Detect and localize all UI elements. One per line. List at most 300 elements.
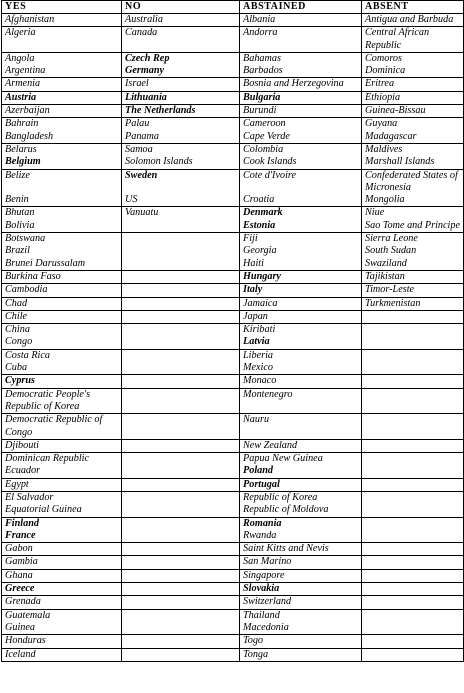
cell-no — [122, 478, 240, 491]
table-row — [2, 27, 464, 53]
cell-absent — [362, 207, 464, 233]
cell-no — [122, 52, 240, 78]
country-name: Honduras — [5, 635, 46, 647]
country-name: Sierra Leone — [365, 233, 418, 245]
country-name: Romania — [243, 517, 282, 529]
country-name: Antigua and Barbuda — [365, 14, 454, 25]
country-name: Botswana — [5, 233, 46, 245]
country-name: Armenia — [5, 78, 41, 90]
cell-abstained — [240, 78, 362, 91]
country-name: Maldives — [365, 143, 403, 155]
country-name: Andorra — [243, 27, 278, 39]
country-name: Montenegro — [243, 388, 293, 400]
country-name: Samoa — [125, 143, 153, 155]
cell-no — [122, 517, 240, 543]
cell-no — [122, 543, 240, 556]
country-name: Burundi — [243, 105, 277, 117]
table-row — [2, 439, 464, 452]
cell-abstained — [240, 491, 362, 517]
country-name: El Salvador — [5, 491, 54, 503]
header-absent: ABSENT — [362, 1, 464, 14]
country-name: Cyprus — [5, 375, 36, 387]
cell-abstained — [240, 543, 362, 556]
country-name: Lithuania — [125, 91, 167, 103]
cell-yes — [2, 648, 122, 661]
cell-yes — [2, 324, 122, 350]
cell-no — [122, 105, 240, 118]
country-name: Chile — [5, 310, 28, 322]
cell-absent — [362, 270, 464, 283]
cell-yes — [2, 284, 122, 297]
country-name: Panama — [125, 130, 159, 142]
cell-no — [122, 414, 240, 440]
table-row — [2, 310, 464, 323]
cell-yes — [2, 207, 122, 233]
cell-yes — [2, 569, 122, 582]
table-row — [2, 349, 464, 375]
table-row — [2, 52, 464, 78]
country-name: Togo — [243, 635, 264, 647]
cell-abstained — [240, 207, 362, 233]
cell-abstained — [240, 648, 362, 661]
country-name: Canada — [125, 27, 158, 39]
country-name: Belize — [5, 169, 30, 181]
cell-no — [122, 635, 240, 648]
country-name: Georgia — [243, 245, 277, 257]
country-name: Portugal — [243, 478, 280, 490]
cell-no — [122, 324, 240, 350]
country-name: Italy — [243, 284, 263, 296]
country-name: Djibouti — [5, 439, 39, 451]
country-name: Sao Tome and Principe — [365, 219, 460, 231]
country-name: Hungary — [243, 270, 281, 282]
country-name: China — [5, 324, 30, 336]
cell-abstained — [240, 27, 362, 53]
table-row — [2, 583, 464, 596]
cell-yes — [2, 297, 122, 310]
cell-absent — [362, 52, 464, 78]
cell-abstained — [240, 297, 362, 310]
country-name: Gabon — [5, 543, 33, 555]
table-row — [2, 297, 464, 310]
country-name: Israel — [125, 78, 149, 90]
country-name: Algeria — [5, 27, 36, 39]
cell-abstained — [240, 635, 362, 648]
table-row — [2, 543, 464, 556]
cell-no — [122, 609, 240, 635]
country-name: Latvia — [243, 336, 270, 348]
country-name: Confederated States of Micronesia — [365, 169, 458, 193]
cell-abstained — [240, 349, 362, 375]
country-name: Chad — [5, 297, 28, 309]
table-row — [2, 478, 464, 491]
country-name: Marshall Islands — [365, 156, 435, 168]
cell-abstained — [240, 91, 362, 104]
country-name: Ghana — [5, 569, 33, 581]
country-name: Mongolia — [365, 194, 405, 206]
country-name: Finland — [5, 517, 39, 529]
cell-yes — [2, 349, 122, 375]
cell-absent — [362, 78, 464, 91]
cell-yes — [2, 556, 122, 569]
cell-no — [122, 648, 240, 661]
country-name: Congo — [5, 336, 33, 348]
cell-yes — [2, 270, 122, 283]
country-name: Gambia — [5, 556, 38, 568]
vote-table-body — [2, 14, 464, 662]
cell-absent — [362, 375, 464, 388]
country-name: Slovakia — [243, 583, 280, 595]
country-name: Equatorial Guinea — [5, 504, 82, 516]
table-row — [2, 635, 464, 648]
cell-absent — [362, 169, 464, 207]
cell-yes — [2, 91, 122, 104]
cell-no — [122, 118, 240, 144]
cell-yes — [2, 105, 122, 118]
table-row — [2, 233, 464, 271]
country-name: Nauru — [243, 414, 270, 426]
country-name: Jamaica — [243, 297, 278, 309]
cell-yes — [2, 583, 122, 596]
country-name: Barbados — [243, 65, 283, 77]
country-name: Turkmenistan — [365, 297, 421, 309]
cell-absent — [362, 324, 464, 350]
country-name: Singapore — [243, 569, 285, 581]
country-name: Iceland — [5, 648, 36, 660]
cell-absent — [362, 105, 464, 118]
cell-no — [122, 169, 240, 207]
country-name: Dominica — [365, 65, 406, 77]
cell-no — [122, 78, 240, 91]
header-row — [2, 1, 464, 14]
country-name: Colombia — [243, 143, 284, 155]
cell-absent — [362, 543, 464, 556]
cell-no — [122, 297, 240, 310]
cell-absent — [362, 233, 464, 271]
country-name: Burkina Faso — [5, 270, 61, 282]
table-row — [2, 414, 464, 440]
cell-abstained — [240, 569, 362, 582]
country-name: Germany — [125, 65, 165, 77]
cell-abstained — [240, 609, 362, 635]
cell-absent — [362, 388, 464, 414]
table-row — [2, 517, 464, 543]
line-spacer — [243, 182, 358, 194]
country-name: Madagascar — [365, 130, 417, 142]
cell-abstained — [240, 478, 362, 491]
cell-abstained — [240, 324, 362, 350]
cell-no — [122, 556, 240, 569]
cell-yes — [2, 635, 122, 648]
country-name: Afghanistan — [5, 14, 55, 25]
cell-absent — [362, 297, 464, 310]
country-name: Cook Islands — [243, 156, 297, 168]
country-name: US — [125, 194, 138, 206]
table-row — [2, 78, 464, 91]
cell-absent — [362, 349, 464, 375]
table-row — [2, 569, 464, 582]
cell-yes — [2, 375, 122, 388]
country-name: Cuba — [5, 362, 28, 374]
cell-abstained — [240, 284, 362, 297]
country-name: Argentina — [5, 65, 46, 77]
cell-no — [122, 284, 240, 297]
cell-yes — [2, 14, 122, 27]
header-abstained: ABSTAINED — [240, 1, 362, 14]
country-name: Democratic Republic of Congo — [5, 414, 103, 438]
cell-absent — [362, 310, 464, 323]
cell-yes — [2, 478, 122, 491]
cell-no — [122, 233, 240, 271]
country-name: Bulgaria — [243, 91, 281, 103]
cell-absent — [362, 517, 464, 543]
cell-no — [122, 491, 240, 517]
cell-absent — [362, 453, 464, 479]
cell-no — [122, 596, 240, 609]
country-name: Grenada — [5, 596, 41, 608]
cell-no — [122, 270, 240, 283]
cell-yes — [2, 609, 122, 635]
cell-abstained — [240, 453, 362, 479]
country-name: Ecuador — [5, 465, 41, 477]
cell-abstained — [240, 310, 362, 323]
table-row — [2, 169, 464, 207]
cell-abstained — [240, 375, 362, 388]
country-name: Saint Kitts and Nevis — [243, 543, 329, 555]
cell-absent — [362, 14, 464, 27]
cell-yes — [2, 491, 122, 517]
country-name: Kiribati — [243, 324, 276, 336]
table-row — [2, 207, 464, 233]
cell-yes — [2, 118, 122, 144]
cell-yes — [2, 453, 122, 479]
country-name: Rwanda — [243, 529, 277, 541]
country-name: Denmark — [243, 207, 283, 219]
table-row — [2, 648, 464, 661]
cell-yes — [2, 52, 122, 78]
country-name: Bolivia — [5, 219, 35, 231]
cell-absent — [362, 478, 464, 491]
cell-absent — [362, 284, 464, 297]
country-name: South Sudan — [365, 245, 417, 257]
cell-absent — [362, 556, 464, 569]
country-name: Central African Republic — [365, 27, 430, 51]
country-name: Brazil — [5, 245, 30, 257]
cell-abstained — [240, 270, 362, 283]
country-name: Fiji — [243, 233, 258, 245]
cell-abstained — [240, 118, 362, 144]
cell-absent — [362, 439, 464, 452]
country-name: Papua New Guinea — [243, 453, 323, 465]
vote-table — [1, 0, 464, 662]
cell-no — [122, 14, 240, 27]
country-name: Albania — [243, 14, 276, 25]
country-name: Bhutan — [5, 207, 35, 219]
country-name: Solomon Islands — [125, 156, 193, 168]
cell-yes — [2, 143, 122, 169]
country-name: Republic of Moldova — [243, 504, 329, 516]
table-row — [2, 453, 464, 479]
cell-abstained — [240, 583, 362, 596]
cell-no — [122, 439, 240, 452]
country-name: Macedonia — [243, 621, 289, 633]
country-name: Vanuatu — [125, 207, 159, 219]
cell-absent — [362, 91, 464, 104]
country-name: Guatemala — [5, 609, 51, 621]
country-name: Swaziland — [365, 257, 407, 269]
cell-yes — [2, 27, 122, 53]
country-name: Azerbaijan — [5, 105, 50, 117]
cell-yes — [2, 517, 122, 543]
cell-yes — [2, 233, 122, 271]
cell-no — [122, 27, 240, 53]
country-name: Guyana — [365, 118, 398, 130]
vote-table-header — [2, 1, 464, 14]
cell-absent — [362, 635, 464, 648]
country-name: Monaco — [243, 375, 277, 387]
country-name: Tonga — [243, 648, 269, 660]
country-name: Bahrain — [5, 118, 39, 130]
table-row — [2, 105, 464, 118]
country-name: Belarus — [5, 143, 37, 155]
table-row — [2, 596, 464, 609]
cell-absent — [362, 143, 464, 169]
cell-no — [122, 143, 240, 169]
country-name: Guinea-Bissau — [365, 105, 426, 117]
table-row — [2, 324, 464, 350]
cell-absent — [362, 648, 464, 661]
country-name: New Zealand — [243, 439, 298, 451]
table-row — [2, 609, 464, 635]
cell-abstained — [240, 169, 362, 207]
country-name: Comoros — [365, 52, 402, 64]
cell-absent — [362, 414, 464, 440]
country-name: Dominican Republic — [5, 453, 90, 465]
cell-absent — [362, 118, 464, 144]
country-name: Brunei Darussalam — [5, 257, 86, 269]
country-name: Croatia — [243, 194, 275, 206]
country-name: The Netherlands — [125, 105, 196, 117]
cell-yes — [2, 388, 122, 414]
country-name: Mexico — [243, 362, 273, 374]
cell-absent — [362, 27, 464, 53]
country-name: Switzerland — [243, 596, 292, 608]
table-row — [2, 388, 464, 414]
country-name: Haiti — [243, 257, 264, 269]
cell-no — [122, 91, 240, 104]
cell-abstained — [240, 556, 362, 569]
country-name: San Marino — [243, 556, 292, 568]
cell-abstained — [240, 596, 362, 609]
cell-yes — [2, 310, 122, 323]
cell-yes — [2, 596, 122, 609]
country-name: Palau — [125, 118, 150, 130]
cell-yes — [2, 78, 122, 91]
country-name: Republic of Korea — [243, 491, 318, 503]
table-row — [2, 491, 464, 517]
cell-yes — [2, 543, 122, 556]
cell-abstained — [240, 105, 362, 118]
cell-no — [122, 388, 240, 414]
cell-no — [122, 583, 240, 596]
country-name: Ethiopia — [365, 91, 401, 103]
table-row — [2, 118, 464, 144]
country-name: Japan — [243, 310, 268, 322]
cell-no — [122, 569, 240, 582]
table-row — [2, 91, 464, 104]
country-name: Liberia — [243, 349, 274, 361]
country-name: Eritrea — [365, 78, 395, 90]
cell-abstained — [240, 233, 362, 271]
table-row — [2, 270, 464, 283]
country-name: Poland — [243, 465, 274, 477]
cell-no — [122, 453, 240, 479]
header-no: NO — [122, 1, 240, 14]
table-row — [2, 143, 464, 169]
country-name: Egypt — [5, 478, 29, 490]
country-name: Thailand — [243, 609, 280, 621]
cell-abstained — [240, 52, 362, 78]
line-spacer — [5, 182, 118, 194]
line-spacer — [125, 182, 236, 194]
country-name: Bosnia and Herzegovina — [243, 78, 344, 90]
country-name: Cameroon — [243, 118, 286, 130]
country-name: Austria — [5, 91, 37, 103]
country-name: Benin — [5, 194, 29, 206]
country-name: Cote d'Ivoire — [243, 169, 297, 181]
cell-absent — [362, 491, 464, 517]
cell-no — [122, 207, 240, 233]
country-name: Estonia — [243, 219, 276, 231]
cell-no — [122, 349, 240, 375]
cell-abstained — [240, 143, 362, 169]
cell-no — [122, 375, 240, 388]
country-name: Costa Rica — [5, 349, 50, 361]
cell-yes — [2, 169, 122, 207]
cell-abstained — [240, 14, 362, 27]
country-name: Czech Rep — [125, 52, 170, 64]
country-name: Cape Verde — [243, 130, 290, 142]
cell-abstained — [240, 439, 362, 452]
cell-yes — [2, 414, 122, 440]
cell-absent — [362, 569, 464, 582]
country-name: Democratic People's Republic of Korea — [5, 388, 91, 412]
cell-yes — [2, 439, 122, 452]
country-name: Sweden — [125, 169, 158, 181]
country-name: Angola — [5, 52, 35, 64]
header-yes: YES — [2, 1, 122, 14]
table-row — [2, 375, 464, 388]
country-name: Guinea — [5, 621, 35, 633]
country-name: Belgium — [5, 156, 41, 168]
table-row — [2, 284, 464, 297]
country-name: France — [5, 529, 36, 541]
table-row — [2, 556, 464, 569]
cell-no — [122, 310, 240, 323]
country-name: Greece — [5, 583, 35, 595]
country-name: Bahamas — [243, 52, 281, 64]
country-name: Niue — [365, 207, 385, 219]
country-name: Cambodia — [5, 284, 48, 296]
country-name: Timor-Leste — [365, 284, 415, 296]
country-name: Bangladesh — [5, 130, 54, 142]
table-row — [2, 14, 464, 27]
cell-absent — [362, 583, 464, 596]
cell-abstained — [240, 388, 362, 414]
cell-abstained — [240, 414, 362, 440]
country-name: Australia — [125, 14, 163, 25]
cell-absent — [362, 596, 464, 609]
